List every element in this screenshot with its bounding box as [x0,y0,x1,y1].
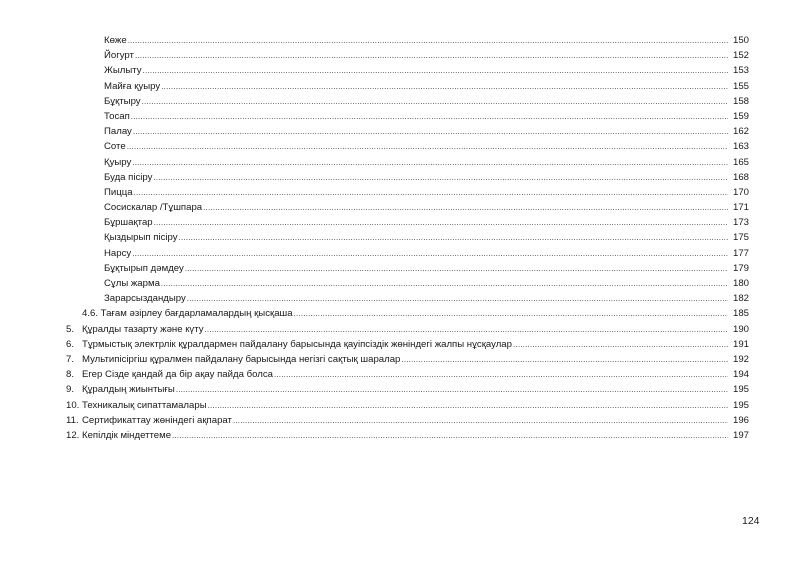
toc-entry-page: 190 [733,323,750,335]
toc-entry-page: 191 [733,338,750,350]
toc-entry-label: Қыздырып пісіру [104,230,179,245]
toc-entry-page: 171 [733,202,750,214]
toc-entry-line [82,367,728,382]
toc-entry[interactable] [0,413,800,428]
dot-leader [233,413,728,428]
toc-entry[interactable] [0,230,800,245]
dot-leader [134,185,728,200]
dot-leader [133,124,728,139]
toc-entry-page: 195 [733,384,750,396]
dot-leader [185,261,728,276]
dot-leader [154,215,728,230]
toc-entry-label: Егер Сізде қандай да бір ақау пайда болса [82,367,274,382]
toc-entry-line [104,230,728,245]
toc-entry-line [104,139,728,154]
toc-entry-label: 4.6. Тағам әзірлеу бағдарламалардың қысқаша [82,306,294,321]
dot-leader [153,170,728,185]
toc-entry[interactable] [0,382,800,397]
toc-entry-page: 168 [733,171,750,183]
toc-entry-page: 195 [733,399,750,411]
dot-leader [187,291,728,306]
toc-entry-page: 194 [733,369,750,381]
toc-entry[interactable] [0,322,800,337]
toc-entry-line [82,352,728,367]
dot-leader [135,48,728,63]
toc-entry-line [104,185,728,200]
toc-entry-label: Қуыру [104,155,132,170]
dot-leader [143,63,728,78]
toc-entry-line [82,306,728,321]
toc-entry-page: 197 [733,429,750,441]
toc-entry-line [104,246,728,261]
toc-entry-number: 8. [66,369,75,381]
toc-entry[interactable] [0,139,800,154]
toc-entry-line [82,382,728,397]
dot-leader [127,139,728,154]
toc-entry-line [104,48,728,63]
toc-entry-label: Сертификаттау жөніндегі ақпарат [82,413,233,428]
toc-entry-label: Майға қуыру [104,79,161,94]
toc-entry[interactable] [0,306,800,321]
toc-entry-number: 10. [66,399,80,411]
toc-entry-number: 7. [66,353,75,365]
toc-entry-page: 173 [733,217,750,229]
toc-entry-label: Бұршақтар [104,215,154,230]
toc-entry-label: Йогурт [104,48,135,63]
toc-entry-line [104,261,728,276]
dot-leader [128,33,728,48]
dot-leader [205,322,729,337]
toc-entry[interactable] [0,48,800,63]
toc-entry-page: 150 [733,35,750,46]
toc-entry-line [104,170,728,185]
toc-entry-line [104,215,728,230]
toc-entry-label: Сосискалар /Тұшпара [104,200,203,215]
toc-entry-page: 185 [733,308,750,320]
toc-entry[interactable] [0,428,800,443]
toc-entry[interactable] [0,352,800,367]
toc-entry-label: Палау [104,124,133,139]
toc-entry-line [104,63,728,78]
toc-entry-line [104,155,728,170]
toc-entry-label: Құралдың жиынтығы [82,382,176,397]
toc-entry-label: Құралды тазарту және күту [82,322,205,337]
toc-entry-line [82,337,728,352]
toc-entry-page: 175 [733,232,750,244]
toc-entry[interactable] [0,109,800,124]
toc-entry-page: 158 [733,95,750,107]
toc-entry-page: 163 [733,141,750,153]
toc-entry[interactable] [0,124,800,139]
dot-leader [132,155,728,170]
toc-entry-label: Техникалық сипаттамалары [82,398,208,413]
toc-entry-line [82,322,728,337]
toc-entry-label: Буда пісіру [104,170,153,185]
dot-leader [132,246,728,261]
dot-leader [203,200,728,215]
dot-leader [208,398,728,413]
toc-entry-line [104,276,728,291]
toc-entry-page: 177 [733,247,750,259]
toc-entry-line [104,200,728,215]
toc-entry[interactable] [0,291,800,306]
toc-entry-line [104,124,728,139]
toc-entry-label: Бұқтырып дәмдеу [104,261,185,276]
toc-entry-page: 159 [733,110,750,122]
dot-leader [513,337,728,352]
page-number: 124 [742,515,760,527]
toc-entry[interactable] [0,170,800,185]
dot-leader [274,367,728,382]
toc-entry-line [104,33,728,48]
toc-entry-label: Соте [104,139,127,154]
dot-leader [179,230,728,245]
toc-entry-line [82,398,728,413]
toc-entry-number: 12. [66,429,80,441]
toc-entry-line [82,413,728,428]
toc-entry[interactable] [0,200,800,215]
dot-leader [131,109,728,124]
toc-entry-number: 9. [66,384,75,396]
toc-entry[interactable] [0,94,800,109]
toc-entry[interactable] [0,215,800,230]
toc-entry[interactable] [0,367,800,382]
toc-entry-number: 6. [66,338,75,350]
toc-entry-label: Пицца [104,185,134,200]
toc-entry[interactable] [0,79,800,94]
toc-entry[interactable] [0,185,800,200]
toc-entry[interactable] [0,33,800,48]
toc-entry-label: Нарсу [104,246,132,261]
toc-entry-page: 165 [733,156,750,168]
toc-entry-page: 155 [733,80,750,92]
toc-entry-page: 179 [733,262,750,274]
toc-entry-line [104,109,728,124]
toc-entry-page: 162 [733,126,750,138]
toc-entry-label: Көже [104,33,128,48]
toc-entry-label: Сұлы жарма [104,276,161,291]
toc-entry-page: 170 [733,186,750,198]
toc-entry-page: 180 [733,278,750,289]
toc-entry[interactable] [0,276,800,291]
table-of-contents [0,33,800,443]
dot-leader [294,306,728,321]
toc-entry-label: Тосап [104,109,131,124]
toc-entry-label: Мультипісіргіш құралмен пайдалану барысында негізгі сақтық шаралар [82,352,401,367]
toc-entry-line [104,79,728,94]
dot-leader [161,276,728,291]
toc-entry-line [82,428,728,443]
toc-entry-label: Бұқтыру [104,94,142,109]
toc-entry[interactable] [0,155,800,170]
dot-leader [401,352,728,367]
dot-leader [161,79,728,94]
toc-entry[interactable] [0,246,800,261]
toc-entry-label: Тұрмыстық электрлік құралдармен пайдалану барысында қауіпсіздік жөніндегі жалпы нұсқаулар [82,337,513,352]
toc-entry-number: 5. [66,323,75,335]
toc-entry-number: 11. [66,414,79,426]
dot-leader [142,94,728,109]
toc-entry-line [104,291,728,306]
toc-entry-page: 152 [733,50,750,62]
toc-entry-page: 192 [733,353,750,365]
dot-leader [172,428,728,443]
toc-entry-page: 153 [733,65,750,77]
toc-entry-label: Жылыту [104,63,143,78]
toc-entry-page: 196 [733,414,750,426]
toc-entry[interactable] [0,261,800,276]
dot-leader [176,382,728,397]
toc-entry[interactable] [0,398,800,413]
toc-entry-label: Кепілдік міндеттеме [82,428,172,443]
toc-entry-line [104,94,728,109]
toc-entry-label: Зарарсыздандыру [104,291,187,306]
toc-entry[interactable] [0,337,800,352]
toc-entry-page: 182 [733,293,750,305]
toc-entry[interactable] [0,63,800,78]
